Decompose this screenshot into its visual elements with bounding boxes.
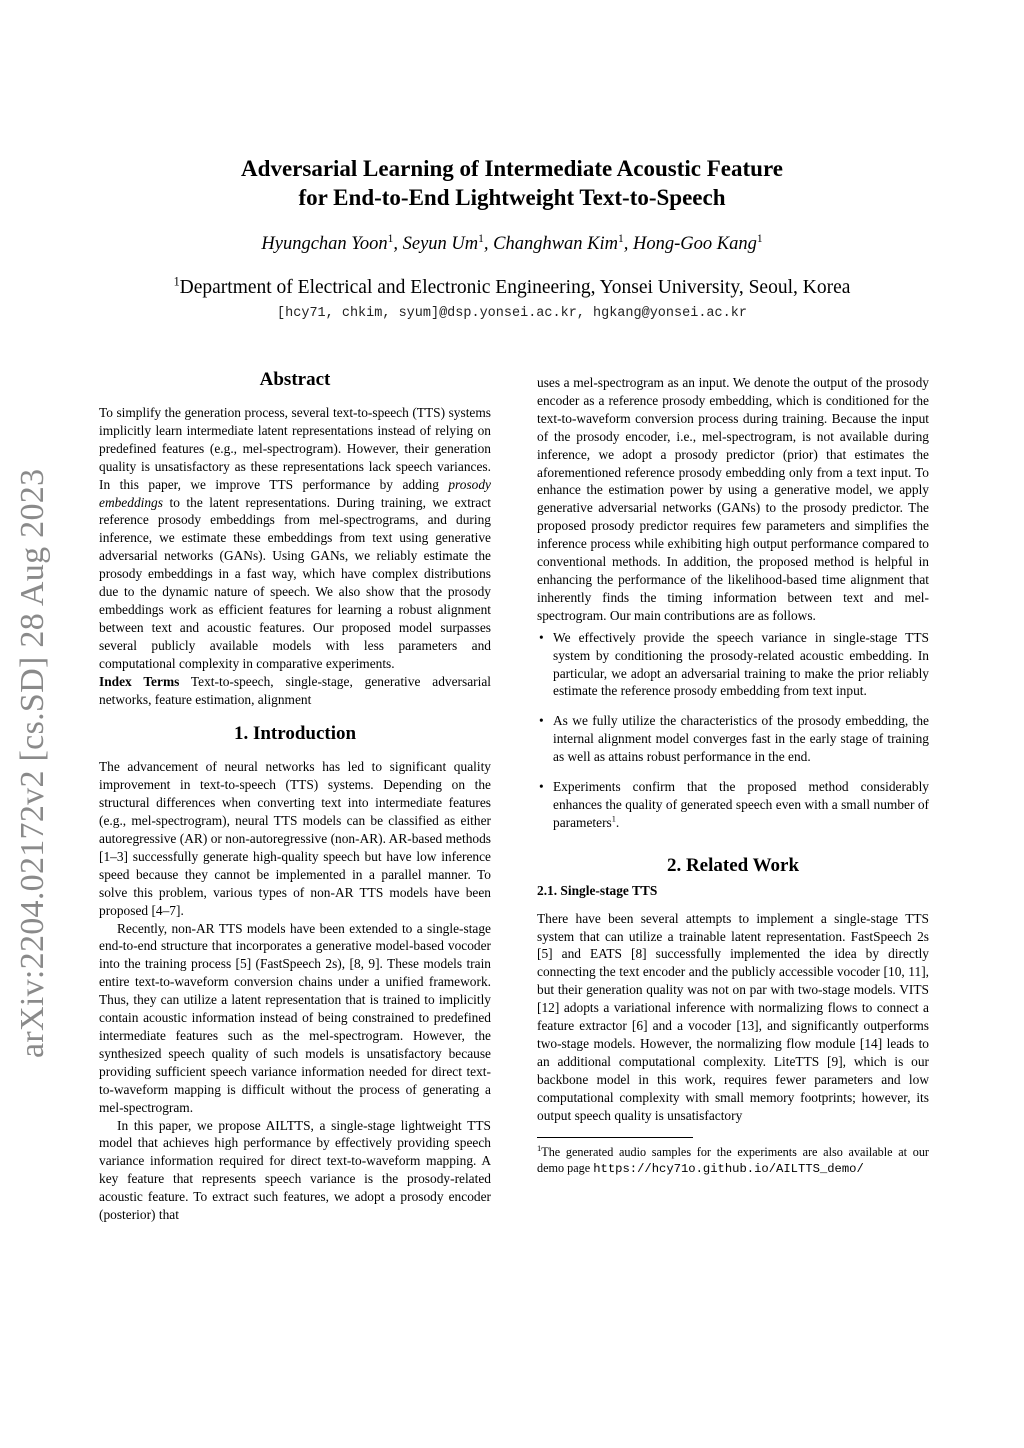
bullet-icon: • — [539, 629, 544, 645]
affiliation-mark: 1 — [173, 274, 180, 289]
intro-paragraph: The advancement of neural networks has led to significant quality improvement in text-to-speech (TTS) systems. Depending on the structural differences when converting text into intermediate features (e.g., mel-spectrogram), neural TTS models can be classified as either autoregressive (AR) or non-autoregressive (non-AR). AR-based methods [1–3] successfully generate high-quality speech but have low inference speed because they cannot be implemented in a parallel manner. To solve this problem, various types of non-AR TTS models have been proposed [4–7]. — [99, 759, 491, 918]
abstract-text-part: To simplify the generation process, several text-to-speech (TTS) systems implicitly learn intermediate latent representations instead of relying on predefined features (e.g., mel-spectrogram). However, their generation quality is unsatisfactory as these representations lack speech variances. In this paper, we improve TTS performance by adding — [99, 405, 491, 492]
demo-page-link[interactable]: https://hcy71o.github.io/AILTTS_demo/ — [593, 1161, 864, 1176]
author-affiliation-mark: 1 — [618, 232, 624, 245]
abstract-emphasis: prosody embeddings — [99, 476, 491, 510]
author-separator: , — [393, 234, 403, 254]
intro-paragraph: In this paper, we propose AILTTS, a single-stage lightweight TTS model that achieves high performance by effectively providing speech variance information required for direct text-to-waveform mapping. A key feature that represents speech variance is the prosody-related acoustic feature. To extract such features, we adopt a prosody encoder (posterior) that — [99, 1117, 491, 1223]
author-affiliation-mark: 1 — [387, 232, 394, 245]
author-name: Changhwan Kim — [493, 234, 619, 254]
affiliation — [0, 274, 1024, 299]
list-item-text: We effectively provide the speech variance in single-stage TTS system by conditioning the prosody-related acoustic embedding. In particular, we adopt an adversarial training to make the prior reliably estimate the reference prosody embedding from text input. — [553, 629, 929, 699]
index-terms-label: Index Terms — [99, 673, 180, 689]
author-emails: [hcy71, chkim, syum]@dsp.yonsei.ac.kr, hgkang@yonsei.ac.kr — [277, 306, 747, 321]
author-list — [0, 234, 1024, 255]
footnote-mark: 1 — [537, 1142, 542, 1153]
title-line-1: Adversarial Learning of Intermediate Acoustic Feature — [241, 156, 783, 181]
introduction-heading: 1. Introduction — [233, 723, 357, 745]
author-affiliation-mark: 1 — [478, 232, 484, 245]
author-affiliation-mark: 1 — [756, 232, 763, 245]
related-work-paragraph: There have been several attempts to implement a single-stage TTS system that can utilize a trainable latent representation. FastSpeech 2s [5] and EATS [8] successfully implemented the idea by directly connecting the text encoder and the publicly accessible vocoder [10, 11], but their generation quality was not on par with two-stage models. VITS [12] adopts a variational inference with normalizing flows to connect a feature extractor [6] and a vocoder [13], and significantly outperforms two-stage models. However, the normalizing flow module [14] leads to an additional computational complexity. LiteTTS [9], which is our backbone model in this work, requires fewer parameters and low computational complexity with small memory footprints; however, its output speech quality is unsatisfactory — [537, 910, 929, 1123]
index-terms-text: Text-to-speech, single-stage, generative adversarial networks, feature estimation, alignment — [99, 673, 491, 707]
list-item — [537, 712, 929, 766]
intro-continuation-paragraph: uses a mel-spectrogram as an input. We denote the output of the prosody encoder as a reference prosody embedding, which is conditioned for the text-to-waveform conversion process during training. Because the input of the prosody encoder, i.e., mel-spectrogram, is not available during inference, we adopt a prosody predictor (prior) that estimates the aforementioned reference prosody embedding only from a text input. To enhance the estimation power by using a generative model, we apply generative adversarial networks (GANs) to the prosody predictor. The proposed prosody predictor requires few parameters and simplifies the inference process while exhibiting high output performance compared to conventional methods. In addition, the proposed method is helpful in enhancing the performance of the likelihood-based time alignment that inherently finds the timing information between text and mel-spectrogram. Our main contributions are as follows. — [537, 375, 929, 623]
intro-paragraph: Recently, non-AR TTS models have been extended to a single-stage end-to-end structure that incorporates a generative model-based vocoder into the training process [5] (FastSpeech 2s), [8, 9]. These models train entire text-to-waveform conversion chains under a unified framework. Thus, they can utilize a latent representation that is trained to implicitly contain acoustic information instead of being constrained to predefined intermediate features such as the mel-spectrogram. However, the synthesized speech quality of such models is unsatisfactory because providing sufficient speech variance information needed for direct text-to-waveform mapping is difficult without the process of generating a mel-spectrogram. — [99, 920, 491, 1115]
related-work-heading: 2. Related Work — [666, 854, 800, 876]
title-line-2: for End-to-End Lightweight Text-to-Speech — [298, 185, 726, 210]
bullet-icon: • — [539, 779, 544, 795]
author-name: Seyun Um — [402, 234, 479, 254]
author-separator: , — [483, 234, 494, 254]
abstract-paragraph — [99, 404, 491, 673]
paper-title — [0, 154, 1024, 212]
arxiv-identifier-stamp: arXiv:2204.02172v2 [cs.SD] 28 Aug 2023 — [14, 468, 51, 1058]
contributions-list — [537, 629, 929, 832]
footnote-divider — [537, 1137, 693, 1138]
abstract-heading: Abstract — [259, 369, 331, 390]
list-item: • Experiments confirm that the proposed method considerably enhances the quality of generated speech even with a small number of parameters$^1$. — [539, 779, 929, 830]
author-separator: , — [623, 234, 634, 254]
author-name: Hyungchan Yoon — [261, 234, 388, 254]
footnote-text: The generated audio samples for the experiments are also available at our demo page — [537, 1144, 929, 1175]
left-column — [99, 368, 491, 1224]
footnote-reference-mark: 1 — [611, 814, 616, 824]
list-item-text: As we fully utilize the characteristics of the prosody embedding, the internal alignment model converges fast in the early stage of training as well as attains robust performance in the end. — [553, 713, 929, 765]
abstract-text-part: to the latent representations. During training, we extract reference prosody embeddings from mel-spectrograms, and during inference, we estimate these embeddings from text using generative adversarial networks (GANs). Using GANs, we reliably estimate the prosody embeddings in a fast way, which have complex distributions due to the dynamic nature of speech. We also show that the prosody embeddings work as efficient features for learning a robust alignment between text and acoustic features. Our proposed model surpasses several publicly available models with less parameters and computational complexity in comparative experiments. — [99, 494, 491, 671]
index-terms — [99, 673, 491, 709]
right-column — [537, 374, 929, 1177]
affiliation-text: Department of Electrical and Electronic Engineering, Yonsei University, Seoul, Korea — [179, 277, 851, 298]
bullet-icon: • — [539, 713, 544, 729]
author-name: Hong-Goo Kang — [633, 234, 757, 254]
subsection-heading: 2.1. Single-stage TTS — [537, 882, 658, 898]
list-item — [537, 629, 929, 701]
footnote — [537, 1144, 929, 1177]
list-item-text: Experiments confirm that the proposed method considerably enhances the quality of generated speech even with a small number of parameters — [553, 779, 929, 830]
